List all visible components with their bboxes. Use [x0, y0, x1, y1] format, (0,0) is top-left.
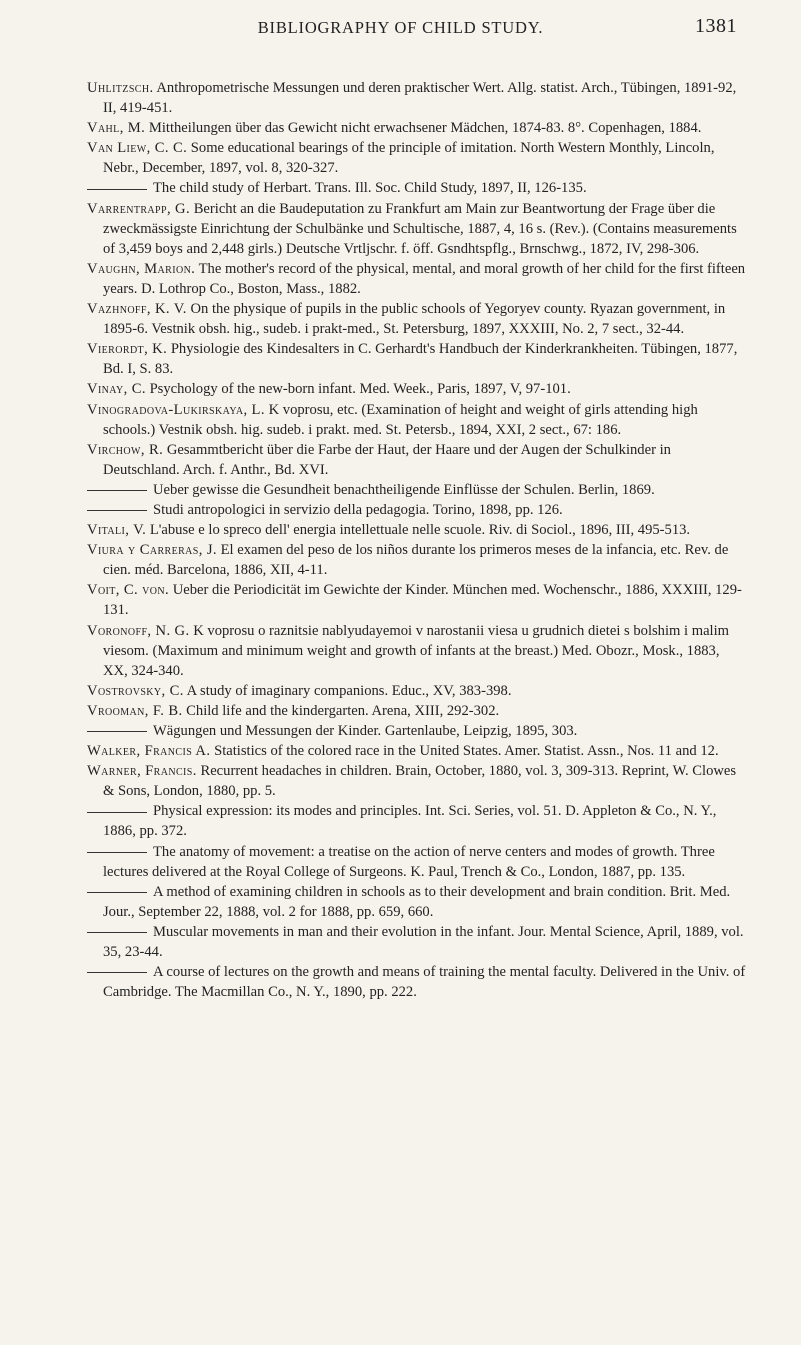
entry-author: Walker, Francis A. [87, 743, 211, 760]
entry-text: Anthropometrische Messungen und deren praktischer Wert. Allg. statist. Arch., Tübingen, 1891-92, II, 419-451. [103, 80, 737, 117]
entry-text: A course of lectures on the growth and means of training the mental faculty. Delivered in the Univ. of Cambridge. The Macmillan Co., N. Y., 1890, pp. 222. [103, 964, 746, 1001]
bibliography-entry [87, 480, 747, 500]
ditto-dash [87, 510, 147, 511]
entry-author: Van Liew, C. C. [87, 140, 188, 157]
entry-author: Voit, C. von. [87, 582, 170, 599]
entry-text: Recurrent headaches in children. Brain, October, 1880, vol. 3, 309-313. Reprint, W. Clowes & Sons, London, 1880, pp. 5. [103, 763, 737, 800]
bibliography-entry [87, 842, 747, 882]
bibliography-entry [87, 721, 747, 741]
ditto-dash [87, 972, 147, 973]
entry-text: Mittheilungen über das Gewicht nicht erwachsener Mädchen, 1874-83. 8°. Copenhagen, 1884. [148, 120, 702, 137]
entry-text: Some educational bearings of the principle of imitation. North Western Monthly, Lincoln, Nebr., December, 1897, vol. 8, 320-327. [103, 140, 715, 177]
bibliography-entry [87, 78, 747, 118]
ditto-dash [87, 852, 147, 853]
entry-text: The anatomy of movement: a treatise on the action of nerve centers and modes of growth. Three lectures delivered at the Royal College of Surgeons. K. Paul, Trench & Co., London, 1887, pp. 135. [103, 843, 715, 880]
bibliography-entry [87, 440, 747, 480]
entry-author: Vaughn, Marion. [87, 260, 196, 277]
entry-text: Physiologie des Kindesalters in C. Gerhardt's Handbuch der Kinderkrankheiten. Tübingen, 1877, Bd. I, S. 83. [103, 341, 738, 378]
bibliography-entry [87, 118, 747, 138]
ditto-dash [87, 731, 147, 732]
entry-author: Virchow, R. [87, 441, 164, 458]
bibliography-entry [87, 922, 747, 962]
entry-text: The mother's record of the physical, mental, and moral growth of her child for the first fifteen years. D. Lothrop Co., Boston, Mass., 1882. [103, 260, 746, 297]
entry-text: Wägungen und Messungen der Kinder. Gartenlaube, Leipzig, 1895, 303. [153, 723, 578, 739]
page-header [0, 0, 801, 50]
entry-author: Vahl, M. [87, 120, 146, 137]
entry-text: Ueber die Periodicität im Gewichte der Kinder. München med. Wochenschr., 1886, XXXIII, 129-131. [103, 582, 742, 619]
ditto-dash [87, 932, 147, 933]
entry-text: Child life and the kindergarten. Arena, XIII, 292-302. [186, 702, 500, 719]
bibliography-entry [87, 701, 747, 721]
bibliography-entry [87, 500, 747, 520]
entry-author: Vrooman, F. B. [87, 702, 183, 719]
entry-text: A method of examining children in schools as to their development and brain condition. Brit. Med. Jour., September 22, 1888, vol. 2 for 1888, pp. 659, 660. [103, 883, 731, 920]
entry-text: Psychology of the new-born infant. Med. Week., Paris, 1897, V, 97-101. [149, 381, 571, 398]
entry-text: Ueber gewisse die Gesundheit benachtheiligende Einflüsse der Schulen. Berlin, 1869. [153, 481, 655, 498]
bibliography-entry [87, 741, 747, 761]
entry-author: Varrentrapp, G. [87, 200, 191, 217]
entry-author: Warner, Francis. [87, 763, 197, 780]
bibliography-entry [87, 761, 747, 801]
entry-text: K voprosu, etc. (Examination of height and weight of girls attending high schools.) Vestnik obsh. hig. sudeb. i prakt. med. St. Petersb., 1894, XXI, 2 sect., 67: 186. [103, 401, 698, 438]
bibliography-entry [87, 621, 747, 681]
entry-text: On the physique of pupils in the public schools of Yegoryev county. Ryazan government, in 1895-6. Vestnik obsh. hig., sudeb. i prakt-med., St. Petersburg, 1897, XXXIII, No. 2, 7 sect., 32-44. [103, 301, 726, 338]
entry-text: K voprosu o raznitsie nablyudayemoi v narostanii viesa u grudnich dietei s bolshim i malim viesom. (Maximum and minimum weight and growth of infants at the breast.) Med. Obozr., Mosk., 1883, XX, 324-340. [103, 622, 730, 679]
bibliography-entry [87, 801, 747, 841]
page-number: 1381 [695, 15, 737, 37]
entry-author: Vostrovsky, C. [87, 682, 184, 699]
bibliography-entry [87, 540, 747, 580]
entry-text: Bericht an die Baudeputation zu Frankfurt am Main zur Beantwortung der Frage über die zweckmässigste Einrichtung der Schulbänke und Schultische, 1887, 4, 16 s. (Rev.). (Contains measurements of 3,459 boys and 2,448 girls.) Deutsche Vrtljschr. f. öff. Gsndhtspflg., Brnschwg., 1872, IV, 298-306. [103, 200, 737, 257]
bibliography-entry [87, 379, 747, 399]
entry-text: A study of imaginary companions. Educ., XV, 383-398. [186, 682, 512, 699]
bibliography-entry [87, 882, 747, 922]
ditto-dash [87, 189, 147, 190]
bibliography-entry [87, 400, 747, 440]
entry-author: Vinogradova-Lukirskaya, L. [87, 401, 265, 418]
bibliography-entry [87, 681, 747, 701]
bibliography-entry [87, 138, 747, 178]
bibliography-entry [87, 299, 747, 339]
bibliography-list [87, 78, 747, 1002]
entry-text: El examen del peso de los niños durante los primeros meses de la infancia, etc. Rev. de cien. méd. Barcelona, 1886, XII, 4-11. [103, 542, 729, 579]
entry-author: Vitali, V. [87, 522, 147, 539]
entry-text: Physical expression: its modes and principles. Int. Sci. Series, vol. 51. D. Appleton & Co., N. Y., 1886, pp. 372. [103, 803, 717, 840]
entry-text: L'abuse e lo spreco dell' energia intellettuale nelle scuole. Riv. di Sociol., 1896, III, 495-513. [149, 522, 691, 539]
entry-author: Viura y Carreras, J. [87, 542, 217, 559]
ditto-dash [87, 490, 147, 491]
bibliography-entry [87, 259, 747, 299]
bibliography-entry [87, 962, 747, 1002]
entry-text: Statistics of the colored race in the United States. Amer. Statist. Assn., Nos. 11 and 12. [214, 743, 719, 760]
ditto-dash [87, 812, 147, 813]
running-title: BIBLIOGRAPHY OF CHILD STUDY. [257, 18, 544, 37]
bibliography-entry [87, 580, 747, 620]
bibliography-entry [87, 339, 747, 379]
entry-author: Vinay, C. [87, 381, 146, 398]
bibliography-entry [87, 178, 747, 198]
ditto-dash [87, 892, 147, 893]
entry-text: Gesammtbericht über die Farbe der Haut, der Haare und der Augen der Schulkinder in Deutschland. Arch. f. Anthr., Bd. XVI. [103, 441, 671, 478]
entry-text: Studi antropologici in servizio della pedagogia. Torino, 1898, pp. 126. [153, 501, 563, 518]
entry-author: Vierordt, K. [87, 341, 168, 358]
entry-author: Uhlitzsch. [87, 80, 154, 96]
bibliography-entry [87, 199, 747, 259]
bibliography-entry [87, 520, 747, 540]
entry-author: Voronoff, N. G. [87, 622, 190, 639]
entry-author: Vazhnoff, K. V. [87, 301, 187, 318]
entry-text: The child study of Herbart. Trans. Ill. Soc. Child Study, 1897, II, 126-135. [153, 180, 587, 197]
entry-text: Muscular movements in man and their evolution in the infant. Jour. Mental Science, April, 1889, vol. 35, 23-44. [103, 923, 744, 961]
